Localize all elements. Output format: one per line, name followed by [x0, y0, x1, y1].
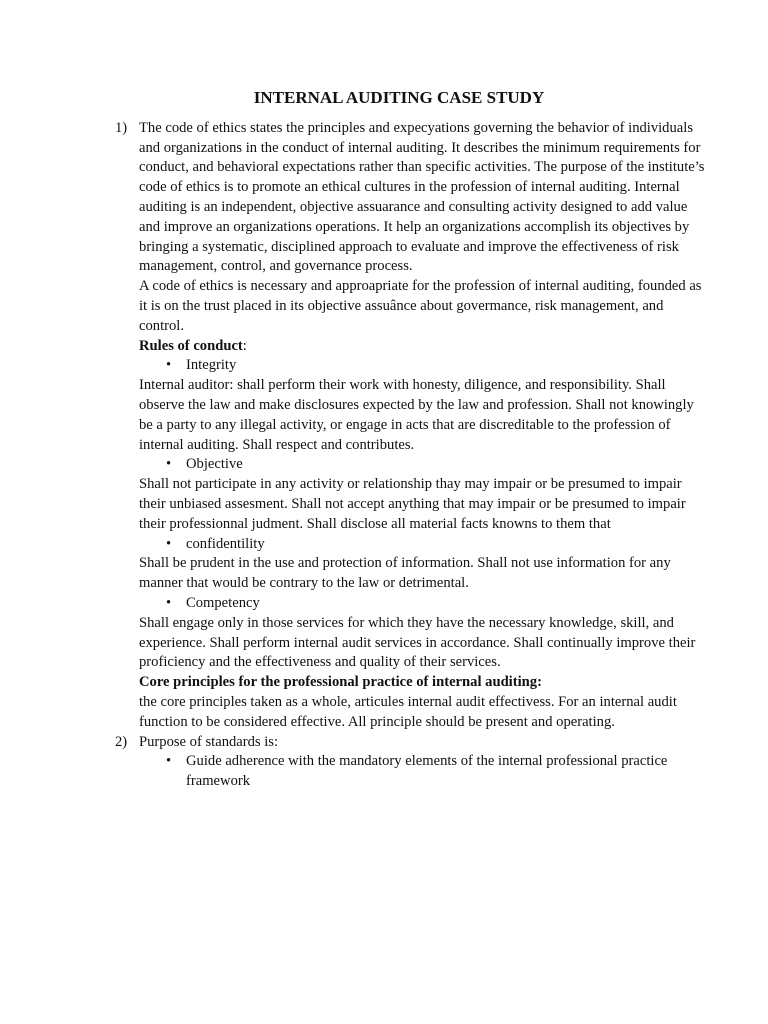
rules-heading-line	[139, 337, 708, 357]
rule-bullet-objective	[139, 455, 708, 475]
rules-heading-colon: :	[242, 337, 247, 354]
bullet-icon: •	[166, 357, 172, 374]
bullet-icon: •	[166, 753, 172, 770]
document-title: INTERNAL AUDITING CASE STUDY	[253, 88, 545, 107]
rule-text-objective: Shall not participate in any activity or relationship thay may impair or be presumed to impair their unbiased assesment. Shall not accept anything that may impair or be presumed to impair their professionnal judment. Shall disclose all material facts knowns to them that	[139, 476, 686, 532]
rule-text-confidentiality: Shall be prudent in the use and protection of information. Shall not use information for any manner that would be contrary to the law or detrimental.	[139, 555, 671, 592]
list-item-1	[115, 119, 708, 733]
list-number-1: 1)	[115, 119, 128, 136]
rule-name: Objective	[186, 456, 243, 473]
standards-purpose-text: Purpose of standards is:	[139, 733, 279, 750]
standards-bullet	[139, 752, 708, 792]
rule-name: confidentility	[186, 535, 265, 552]
rule-bullet-confidentiality	[139, 535, 708, 555]
core-principles-heading: Core principles for the professional practice of internal auditing:	[139, 674, 542, 691]
code-necessity-paragraph: A code of ethics is necessary and approapriate for the profession of internal auditing, founded as it is on the trust placed in its objective assuânce about govermance, risk management, and control.	[139, 278, 702, 334]
rule-text-competency: Shall engage only in those services for which they have the necessary knowledge, skill, and experience. Shall perform internal audit services in accordance. Shall continually improve their proficiency and the effectiveness and quality of their services.	[139, 614, 696, 671]
standards-bullet-text: Guide adherence with the mandatory elements of the internal professional practice framework	[186, 753, 668, 790]
core-principles-text: the core principles taken as a whole, articules internal audit effectivess. For an internal audit function to be considered effective. All principle should be present and operating.	[139, 693, 677, 730]
bullet-icon: •	[166, 535, 172, 552]
bullet-icon: •	[166, 594, 172, 611]
rule-name: Competency	[186, 594, 260, 611]
list-number-2: 2)	[115, 733, 128, 750]
bullet-icon: •	[166, 456, 172, 473]
list-item-2	[115, 733, 708, 792]
rule-bullet-integrity	[139, 356, 708, 376]
rule-text-integrity: Internal auditor: shall perform their work with honesty, diligence, and responsibility. Shall observe the law and make disclosures expected by the law and profession. Shall not knowingly be a party to any illegal activity, or engage in acts that are discreditable to the profession of internal auditing. Shall respect and contributes.	[139, 377, 694, 453]
rules-heading: Rules of conduct	[139, 337, 243, 354]
rule-name: Integrity	[186, 357, 237, 374]
code-of-ethics-paragraph: The code of ethics states the principles and expecyations governing the behavior of individuals and organizations in the conduct of internal auditing. It describes the minimum requirements for conduct, and behavioral expectations rather than specific activities. The purpose of the institute’s code of ethics is to promote an ethical cultures in the profession of internal auditing. Internal auditing is an independent, objective assuarance and consulting activity designed to add value and improve an organizations operations. It help an organizations accomplish its objectives by bringing a systematic, disciplined approach to evaluate and improve the effectiveness of risk management, control, and governance process.	[139, 119, 705, 275]
rule-bullet-competency	[139, 594, 708, 614]
